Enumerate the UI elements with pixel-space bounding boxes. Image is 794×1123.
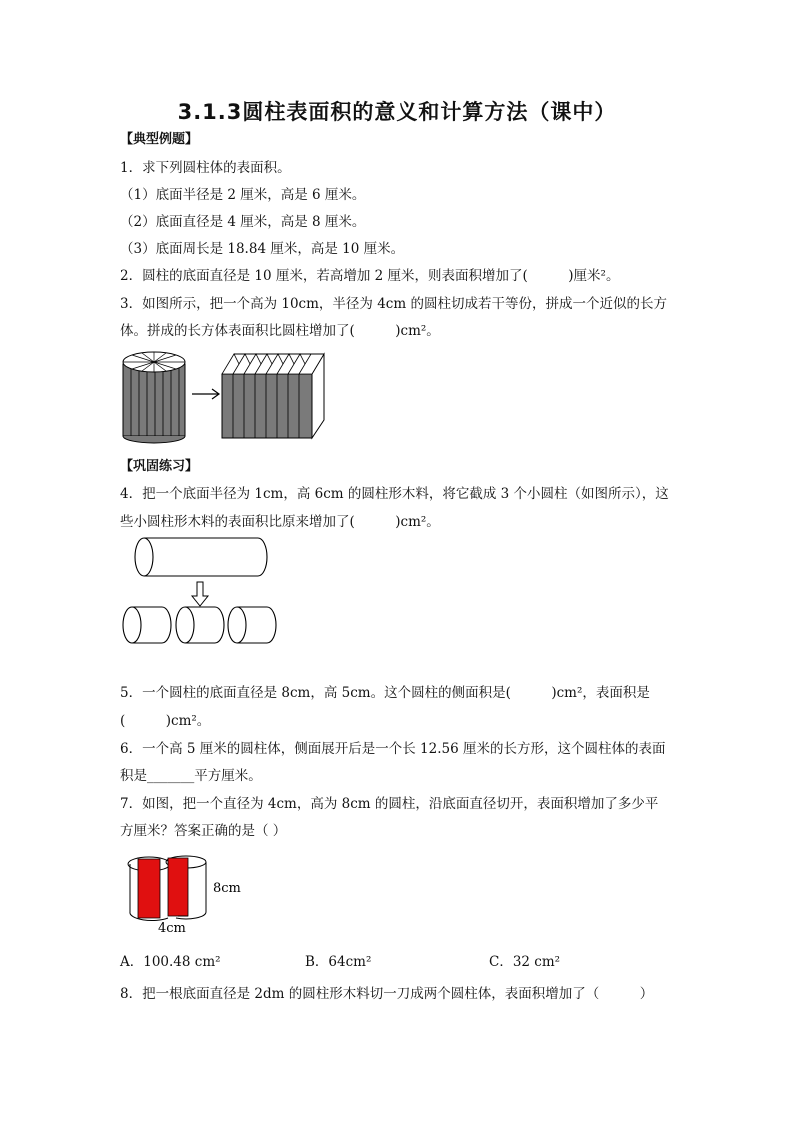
question-7-line-1: 7．如图，把一个直径为 4cm，高为 8cm 的圆柱，沿底面直径切开，表面积增加了多少平 bbox=[120, 796, 659, 812]
figure-cylinder-cut-three bbox=[118, 532, 283, 648]
small-cylinders bbox=[123, 607, 276, 643]
question-4-line-2: 些小圆柱形木料的表面积比原来增加了( )cm²。 bbox=[120, 514, 440, 530]
right-half-cylinder bbox=[166, 856, 206, 919]
question-6-line-1: 6．一个高 5 厘米的圆柱体，侧面展开后是一个长 12.56 厘米的长方形，这个圆柱体的表面 bbox=[120, 741, 666, 757]
question-3-line-2: 体。拼成的长方体表面积比圆柱增加了( )cm²。 bbox=[120, 323, 440, 339]
question-8: 8．把一根底面直径是 2dm 的圆柱形木料切一刀成两个圆柱体，表面积增加了（ ） bbox=[120, 986, 654, 1002]
left-half-cylinder bbox=[128, 857, 170, 921]
section-practice-heading: 【巩固练习】 bbox=[120, 459, 199, 474]
question-3-line-1: 3．如图所示，把一个高为 10cm，半径为 4cm 的圆柱切成若干等份，拼成一个近似的长方 bbox=[120, 296, 667, 312]
arrow-icon bbox=[192, 389, 219, 399]
option-c: C．32 cm² bbox=[489, 954, 561, 970]
figure-cylinder-to-prism bbox=[118, 346, 333, 446]
rectangular-prism bbox=[222, 354, 324, 438]
question-5-line-1: 5．一个圆柱的底面直径是 8cm，高 5cm。这个圆柱的侧面积是( )cm²，表面积是 bbox=[120, 685, 650, 701]
option-a: A．100.48 cm² bbox=[120, 954, 221, 970]
sliced-cylinder bbox=[123, 352, 185, 443]
height-label: 8cm bbox=[213, 881, 241, 896]
page-title: 3.1.3圆柱表面积的意义和计算方法（课中） bbox=[177, 100, 617, 124]
question-1-part-3: （3）底面周长是 18.84 厘米，高是 10 厘米。 bbox=[120, 241, 405, 257]
question-7-line-2: 方厘米？答案正确的是（ ） bbox=[120, 823, 287, 839]
question-5-line-2: ( )cm²。 bbox=[120, 713, 211, 729]
question-1-part-2: （2）底面直径是 4 厘米，高是 8 厘米。 bbox=[120, 214, 366, 230]
question-6-line-2: 积是_______平方厘米。 bbox=[120, 768, 262, 784]
long-cylinder bbox=[135, 538, 267, 576]
diameter-label: 4cm bbox=[158, 921, 186, 936]
question-1-part-1: （1）底面半径是 2 厘米，高是 6 厘米。 bbox=[120, 187, 366, 203]
question-1: 1．求下列圆柱体的表面积。 bbox=[120, 160, 291, 176]
question-2: 2．圆柱的底面直径是 10 厘米，若高增加 2 厘米，则表面积增加了( )厘米²。 bbox=[120, 268, 620, 284]
figure-cylinder-split bbox=[118, 850, 258, 936]
option-b: B．64cm² bbox=[305, 954, 372, 970]
question-4-line-1: 4．把一个底面半径为 1cm，高 6cm 的圆柱形木料，将它截成 3 个小圆柱（如图所示），这 bbox=[120, 486, 669, 502]
down-arrow-icon bbox=[192, 582, 208, 606]
section-example-heading: 【典型例题】 bbox=[120, 132, 199, 147]
